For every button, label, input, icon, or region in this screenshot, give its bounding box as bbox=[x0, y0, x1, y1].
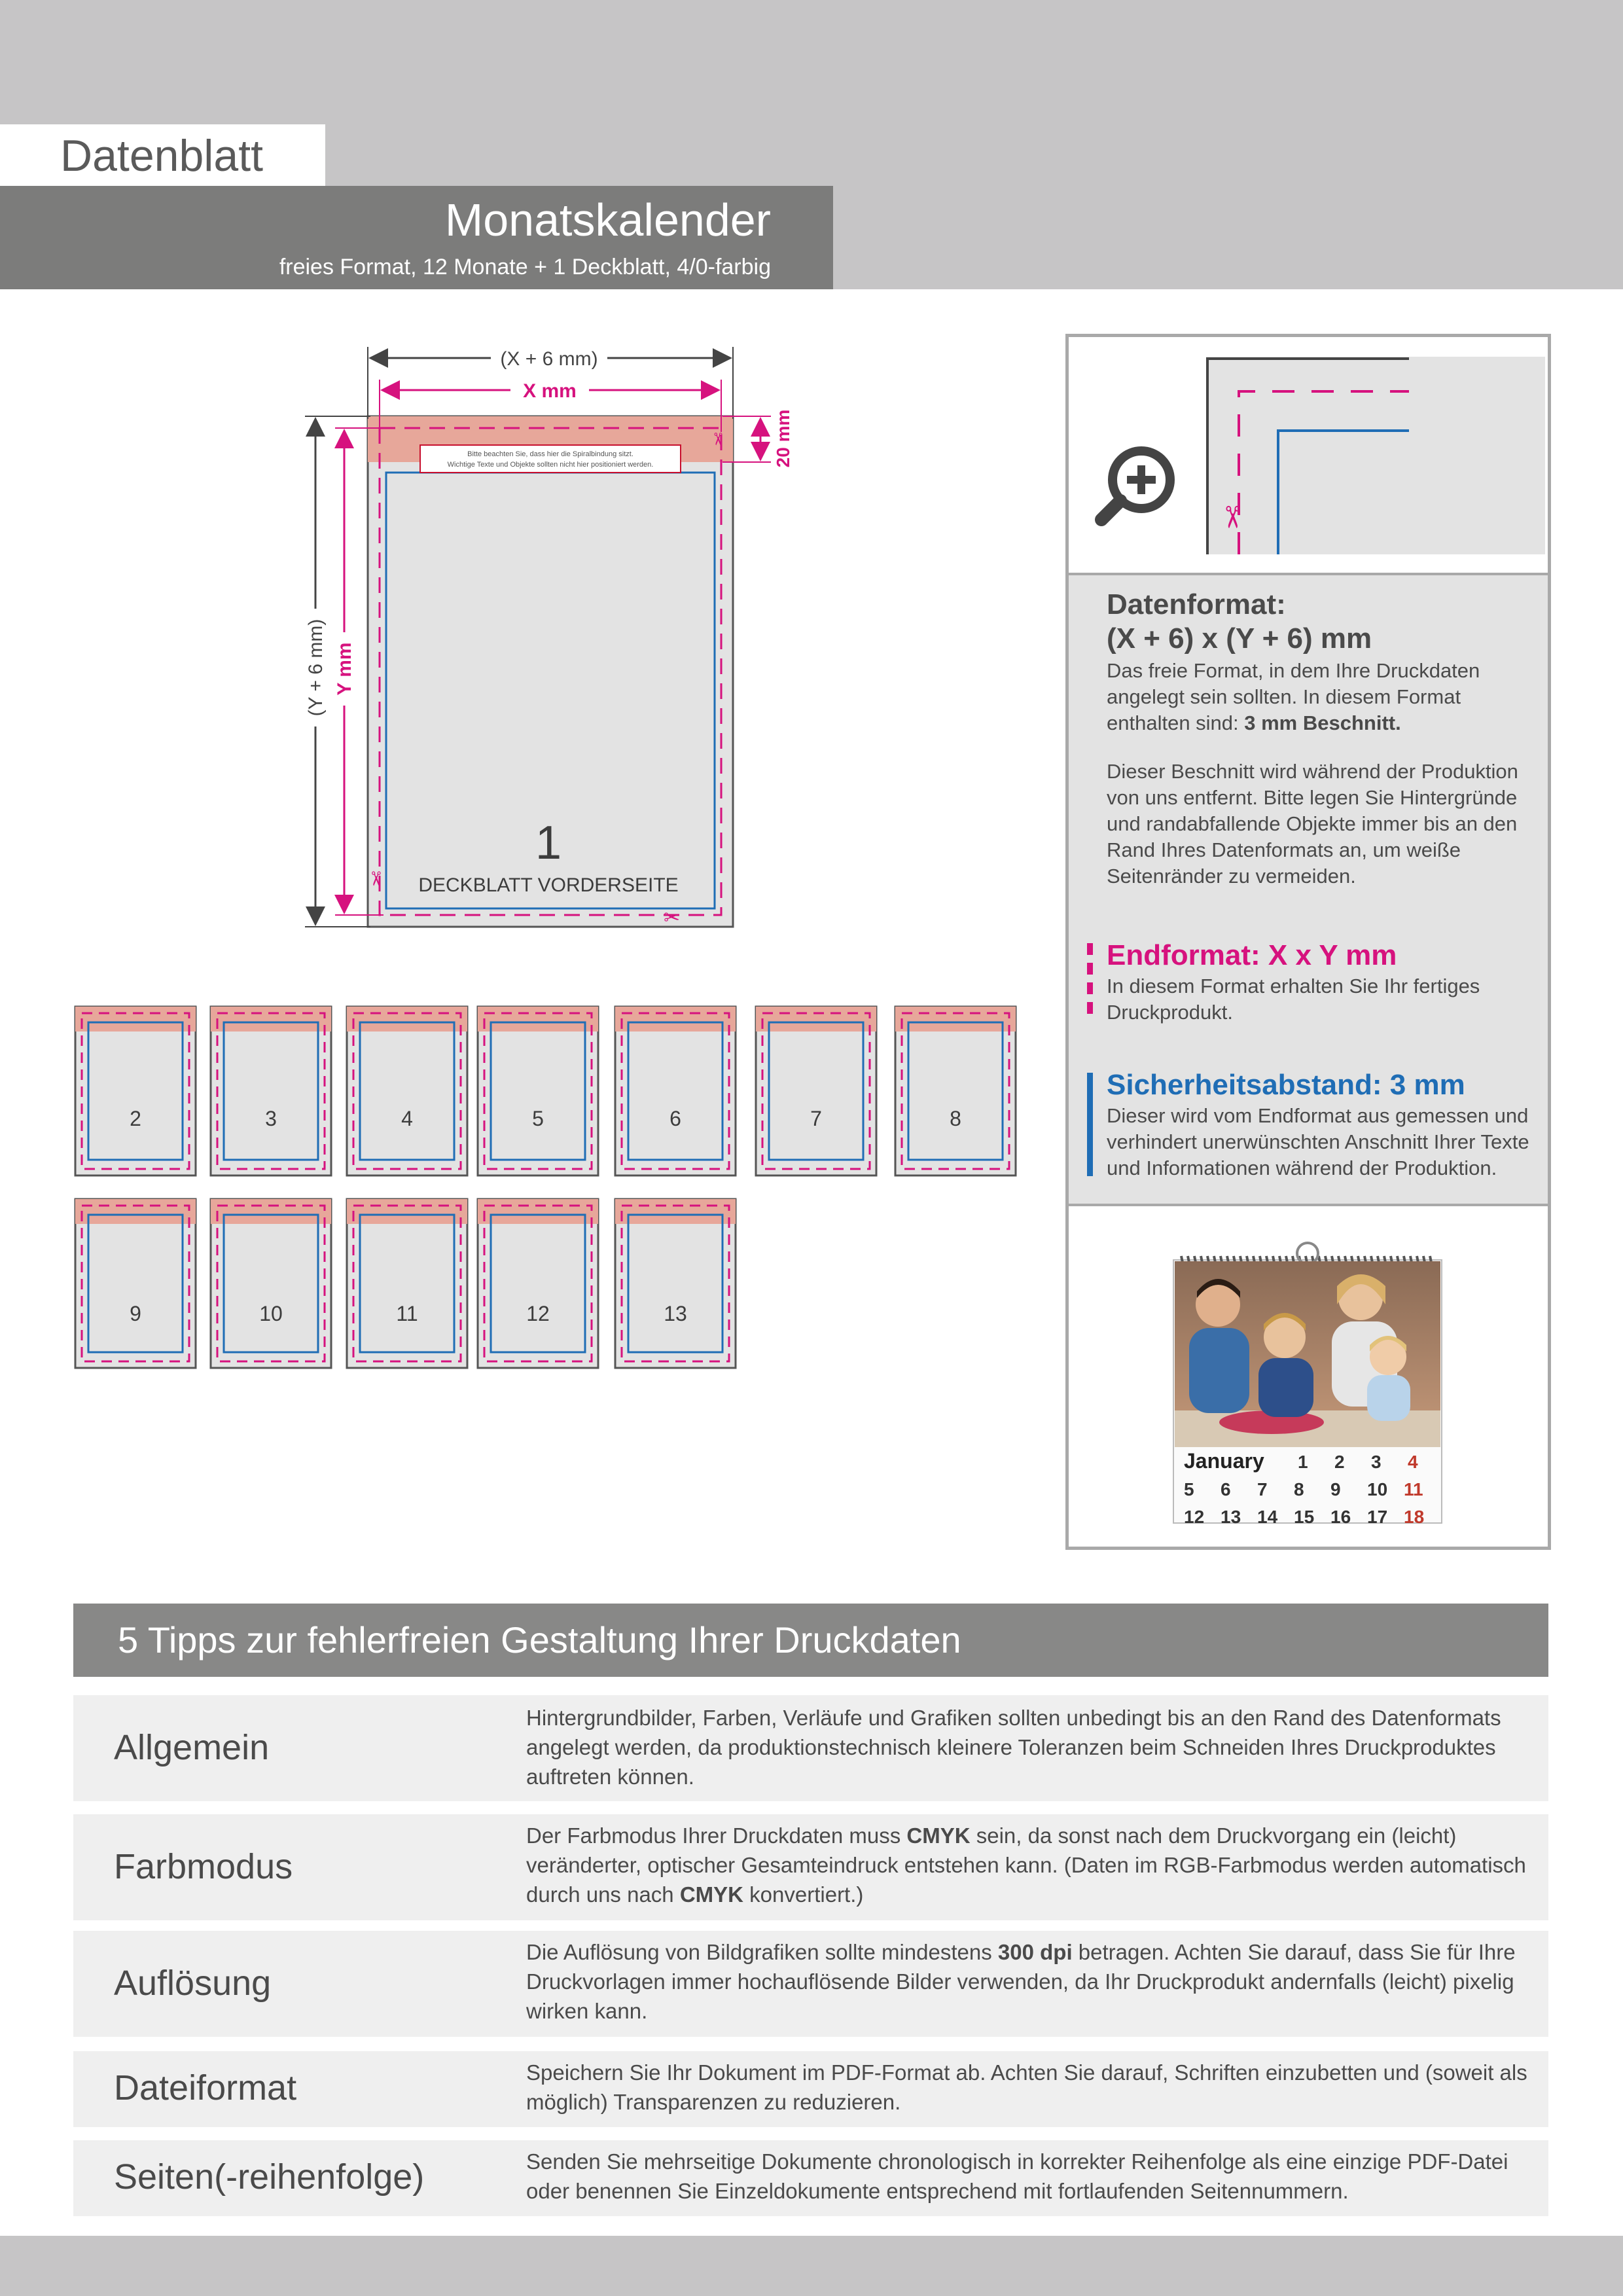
datenformat-text bbox=[1107, 658, 1539, 736]
page-thumbnail bbox=[478, 1199, 598, 1368]
page-thumbnail bbox=[478, 1007, 598, 1175]
page-number: 3 bbox=[265, 1107, 277, 1130]
tip-label: Auflösung bbox=[114, 1964, 272, 2003]
zoom-in-icon bbox=[1101, 451, 1170, 520]
scissors-icon: ✂ bbox=[664, 907, 681, 929]
datenformat-text-body: Das freie Format, in dem Ihre Druckdaten angelegt sein sollten. In diesem Format enthalten sind: bbox=[1107, 659, 1480, 734]
tip-label: Allgemein bbox=[114, 1728, 270, 1767]
calendar-day: 3 bbox=[1371, 1452, 1382, 1472]
page-number: 11 bbox=[396, 1302, 418, 1325]
format-diagram bbox=[0, 289, 1047, 1402]
cover-number: 1 bbox=[535, 817, 562, 869]
page-number: 9 bbox=[130, 1302, 141, 1325]
calendar-day: 16 bbox=[1330, 1507, 1351, 1527]
spiral-label: 20 mm bbox=[773, 409, 793, 468]
tip-row-aufloesung bbox=[73, 1931, 1548, 2037]
tip-row-dateiformat bbox=[73, 2051, 1548, 2127]
format-info bbox=[1069, 575, 1548, 1206]
tip-row-seiten bbox=[73, 2140, 1548, 2216]
doc-label: Datenblatt bbox=[60, 131, 263, 181]
calendar-day: 9 bbox=[1330, 1479, 1341, 1499]
tip-text-bold: CMYK bbox=[679, 1882, 743, 1907]
tip-text: Senden Sie mehrseitige Dokumente chronologisch in korrekter Reihenfolge als eine einzige PDF-Datei oder benennen Sie Einzeldokumente entsprechend mit fortlaufenden Seitennummern. bbox=[526, 2149, 1508, 2203]
cover-sheet bbox=[365, 416, 733, 929]
calendar-day: 18 bbox=[1404, 1507, 1425, 1527]
page-thumbnail bbox=[615, 1199, 736, 1368]
calendar-day: 2 bbox=[1334, 1452, 1345, 1472]
page-thumbnail bbox=[347, 1007, 467, 1175]
tip-label: Dateiformat bbox=[114, 2068, 297, 2108]
tip-text-part: Der Farbmodus Ihrer Druckdaten muss bbox=[526, 1823, 907, 1848]
calendar-day: 10 bbox=[1367, 1479, 1388, 1499]
scissors-icon: ✂ bbox=[708, 432, 728, 446]
tips-title: 5 Tipps zur fehlerfreien Gestaltung Ihrer Druckdaten bbox=[118, 1619, 961, 1660]
calendar-day: 5 bbox=[1184, 1479, 1194, 1499]
info-panel bbox=[1065, 334, 1551, 1550]
scissors-icon: ✂ bbox=[1215, 505, 1249, 530]
sicherheit-text: Dieser wird vom Endformat aus gemessen und verhindert unerwünschten Anschnitt Ihrer Texte und Informationen während der Produktion. bbox=[1107, 1104, 1529, 1179]
tip-label: Seiten(-reihenfolge) bbox=[114, 2157, 425, 2197]
page-thumbnail bbox=[211, 1199, 331, 1368]
calendar-day: 11 bbox=[1404, 1479, 1423, 1499]
calendar-day: 6 bbox=[1221, 1479, 1231, 1499]
tip-text-bold: CMYK bbox=[906, 1823, 971, 1848]
width-label: X mm bbox=[523, 380, 577, 402]
tip-label: Farbmodus bbox=[114, 1847, 293, 1886]
page-thumbnail bbox=[211, 1007, 331, 1175]
height-bleed-label: (Y + 6 mm) bbox=[305, 619, 327, 717]
tip-text-part: sein, da sonst nach dem Druckvorgang ein (leicht) veränderter, optischer Gesamteindruck entstehen kann. (Daten im RGB-Farbmodus werden automatisch durch uns nach bbox=[526, 1823, 1526, 1907]
page-number: 4 bbox=[401, 1107, 413, 1130]
spiral-notice-line2: Wichtige Texte und Objekte sollten nicht hier positioniert werden. bbox=[447, 461, 654, 469]
beschnitt-text: Dieser Beschnitt wird während der Produktion von uns entfernt. Bitte legen Sie Hintergründe und randabfallende Objekte immer bis an den Rand Ihres Datenformats an, um weiße Seitenränder zu vermeiden. bbox=[1107, 760, 1518, 888]
page-number: 13 bbox=[664, 1302, 687, 1325]
page-thumbnails bbox=[75, 1007, 1016, 1368]
calendar-day: 17 bbox=[1367, 1507, 1388, 1527]
page-thumbnail bbox=[347, 1199, 467, 1368]
calendar-day: 13 bbox=[1221, 1507, 1241, 1527]
calendar-illustration bbox=[1069, 1206, 1548, 1547]
page-number: 10 bbox=[259, 1302, 283, 1325]
zoom-detail-graphic bbox=[1069, 337, 1548, 570]
calendar-day: 12 bbox=[1184, 1507, 1205, 1527]
page-number: 2 bbox=[130, 1107, 141, 1130]
width-bleed-label: (X + 6 mm) bbox=[500, 348, 598, 370]
page-number: 7 bbox=[810, 1107, 822, 1130]
datenformat-title: Datenformat: bbox=[1107, 588, 1286, 620]
page-number: 6 bbox=[669, 1107, 681, 1130]
tip-text-part: betragen. Achten Sie darauf, dass Sie für Ihre Druckvorlagen immer hochauflösende Bilder verwenden, da Ihr Druckprodukt andernfalls (leicht) pixelig wirken kann. bbox=[526, 1940, 1516, 2023]
page-number: 5 bbox=[532, 1107, 544, 1130]
tip-text-bold: 300 dpi bbox=[997, 1940, 1073, 1964]
tip-row-allgemein bbox=[73, 1695, 1548, 1801]
endformat-marker bbox=[1087, 943, 1093, 1020]
page-subtitle: freies Format, 12 Monate + 1 Deckblatt, 4/0-farbig bbox=[279, 255, 771, 279]
datenformat-text-bold: 3 mm Beschnitt. bbox=[1244, 711, 1401, 734]
sicherheit-title: Sicherheitsabstand: 3 mm bbox=[1107, 1069, 1465, 1101]
tip-row-farbmodus bbox=[73, 1814, 1548, 1920]
calendar-example bbox=[1069, 1206, 1548, 1547]
page-thumbnail bbox=[75, 1199, 196, 1368]
tip-text bbox=[526, 1821, 1534, 1909]
footer-band bbox=[0, 2236, 1623, 2296]
scissors-icon: ✂ bbox=[365, 870, 386, 888]
page-thumbnail bbox=[75, 1007, 196, 1175]
page-title: Monatskalender bbox=[444, 194, 771, 245]
tip-text-part: konvertiert.) bbox=[743, 1882, 864, 1907]
calendar-day: 8 bbox=[1294, 1479, 1304, 1499]
tip-text: Hintergrundbilder, Farben, Verläufe und Grafiken sollten unbedingt bis an den Rand des Datenformats angelegt werden, da produktionstechnisch kleinere Toleranzen beim Schneiden Ihres Druckproduktes auftreten können. bbox=[526, 1706, 1501, 1789]
page-number: 12 bbox=[526, 1302, 550, 1325]
endformat-title: Endformat: X x Y mm bbox=[1107, 939, 1397, 971]
tip-text: Speichern Sie Ihr Dokument im PDF-Format ab. Achten Sie darauf, Schriften einzubetten und (soweit als möglich) Transparenzen zu reduzieren. bbox=[526, 2060, 1527, 2114]
calendar-month: January bbox=[1184, 1449, 1264, 1473]
page-thumbnail bbox=[895, 1007, 1016, 1175]
zoom-detail bbox=[1069, 337, 1548, 575]
page-number: 8 bbox=[950, 1107, 961, 1130]
page-thumbnail bbox=[756, 1007, 876, 1175]
cover-label: DECKBLATT VORDERSEITE bbox=[418, 874, 679, 896]
datenformat-formula: (X + 6) x (Y + 6) mm bbox=[1107, 622, 1372, 655]
calendar-day: 1 bbox=[1298, 1452, 1308, 1472]
tip-text bbox=[526, 1937, 1534, 2026]
spiral-notice-line1: Bitte beachten Sie, dass hier die Spiralbindung sitzt. bbox=[467, 450, 633, 458]
calendar-day: 14 bbox=[1257, 1507, 1278, 1527]
endformat-text: In diesem Format erhalten Sie Ihr fertiges Druckprodukt. bbox=[1107, 975, 1480, 1024]
height-label: Y mm bbox=[334, 642, 355, 696]
sicherheit-marker bbox=[1087, 1073, 1093, 1176]
tip-text-part: Die Auflösung von Bildgrafiken sollte mindestens bbox=[526, 1940, 998, 1964]
page-thumbnail bbox=[615, 1007, 736, 1175]
calendar-day: 15 bbox=[1294, 1507, 1315, 1527]
calendar-day: 4 bbox=[1408, 1452, 1418, 1472]
calendar-day: 7 bbox=[1257, 1479, 1268, 1499]
